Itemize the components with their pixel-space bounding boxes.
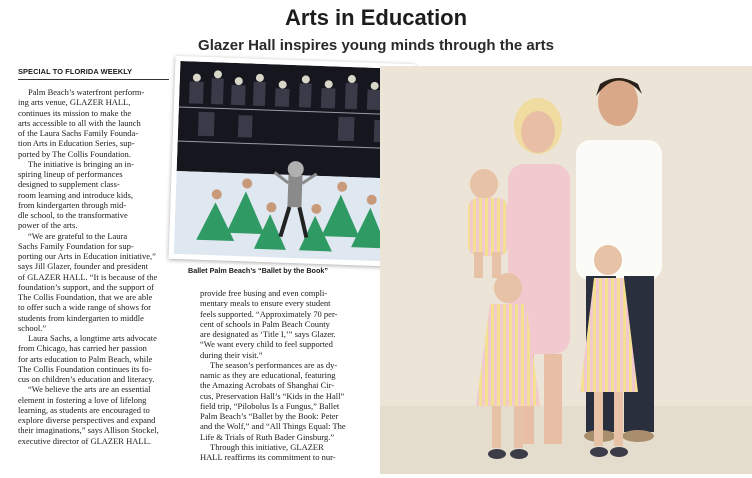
text-line: designed to supplement class- [18,179,120,190]
text-line: power of the arts. [18,220,78,231]
text-line: Palm Beach’s waterfront perform- [28,87,145,97]
text-line: namic as they are educational, featuring [200,370,336,380]
text-line: provide free busing and even compli- [200,288,328,298]
text-line: from Chicago, has carried her passion [18,343,147,354]
text-line: cus, Preservation Hall’s “Kids in the Hall” [200,390,345,401]
article-subheadline: Glazer Hall inspires young minds through the arts [198,37,554,54]
text-line: the Amazing Acrobats of Shanghai Cir- [200,380,335,391]
paragraph-stockel-quote [18,384,186,446]
text-line: dle school, to the transformative [18,210,128,220]
text-line: school.” [18,322,47,333]
ballet-photo-caption: Ballet Palm Beach’s “Ballet by the Book” [188,266,328,275]
article-column-1 [18,87,186,477]
text-line: for arts education to Palm Beach, while [18,353,153,364]
text-line: Through this initiative, GLAZER [210,441,324,452]
article-column-2 [200,288,368,478]
text-line: The Collis Foundation, that we are able [18,292,153,302]
text-line: tion Arts in Education Series, sup- [18,138,135,149]
text-line: learning, as students are encouraged to [18,404,150,415]
text-line: feels supported. “Approximately 70 per- [200,308,338,319]
text-line: The Collis Foundation continues its fo- [18,363,152,374]
text-line: “We believe the arts are an essential [28,384,151,395]
text-line: room learning and introduce kids, [18,189,133,200]
text-line: to offer such a wide range of shows for [18,302,151,313]
text-line: ported by The Collis Foundation. [18,148,131,159]
text-line: of GLAZER HALL. “It is because of the [18,271,158,282]
text-line: are designated as ‘Title I,’” says Glazer. [200,329,336,339]
text-line: HALL reaffirms its commitment to nur- [200,452,336,462]
text-line: says Jill Glazer, founder and president [18,261,148,272]
ballet-photo-image [174,61,411,262]
text-line: arts accessible to all with the launch [18,117,141,128]
text-line: Laura Sachs, a longtime arts advocate [28,333,157,343]
article-headline: Arts in Education [284,5,468,30]
text-line: The initiative is bringing an in- [28,158,134,169]
text-line: spiring lineup of performances [18,169,123,179]
text-line: “We are grateful to the Laura [28,230,128,241]
article-byline: SPECIAL TO FLORIDA WEEKLY [18,66,169,80]
text-line: The season’s performances are as dy- [210,359,338,370]
ballet-photo [169,56,416,267]
text-line: their imaginations,” says Allison Stockel, [18,425,159,436]
text-line: during their visit.” [200,349,263,360]
text-line: field trip, “Pilobolus Is a Fungus,” Ballet [200,400,340,411]
text-line: “We want every child to feel supported [200,339,333,350]
paragraph-glazer-quote [18,231,186,334]
paragraph-initiative [18,159,186,231]
text-line: of the Laura Sachs Family Founda- [18,128,139,138]
paragraph-commitment [200,442,368,463]
text-line: students from kindergarten to middle [18,312,144,323]
paragraph-season [200,360,368,442]
family-photo [380,66,752,474]
text-line: and the Wolf,” and “All Things Equal: The [200,421,346,432]
text-line: from kindergarten through mid- [18,199,127,210]
text-line: Palm Beach’s “Ballet by the Book: Peter [200,411,339,421]
text-line: explore diverse perspectives and expand [18,415,156,425]
text-line: mentary meals to ensure every student [200,298,331,309]
family-photo-image [380,66,752,474]
text-line: element in fostering a love of lifelong [18,394,147,405]
text-line: cent of schools in Palm Beach County [200,318,330,329]
text-line: ing arts venue, GLAZER HALL, [18,97,131,108]
paragraph-laura-sachs [18,333,186,384]
text-line: continues its mission to make the [18,107,132,118]
text-line: foundation’s support, and the support of [18,281,154,292]
text-line: executive director of GLAZER HALL. [18,435,151,446]
paragraph-intro [18,87,186,159]
text-line: Sachs Family Foundation for sup- [18,240,134,251]
text-line: cus on children’s education and literacy. [18,374,155,384]
text-line: Life & Trials of Ruth Bader Ginsburg.” [200,431,335,442]
text-line: porting our Arts in Education initiative,” [18,251,156,261]
paragraph-busing [200,288,368,360]
